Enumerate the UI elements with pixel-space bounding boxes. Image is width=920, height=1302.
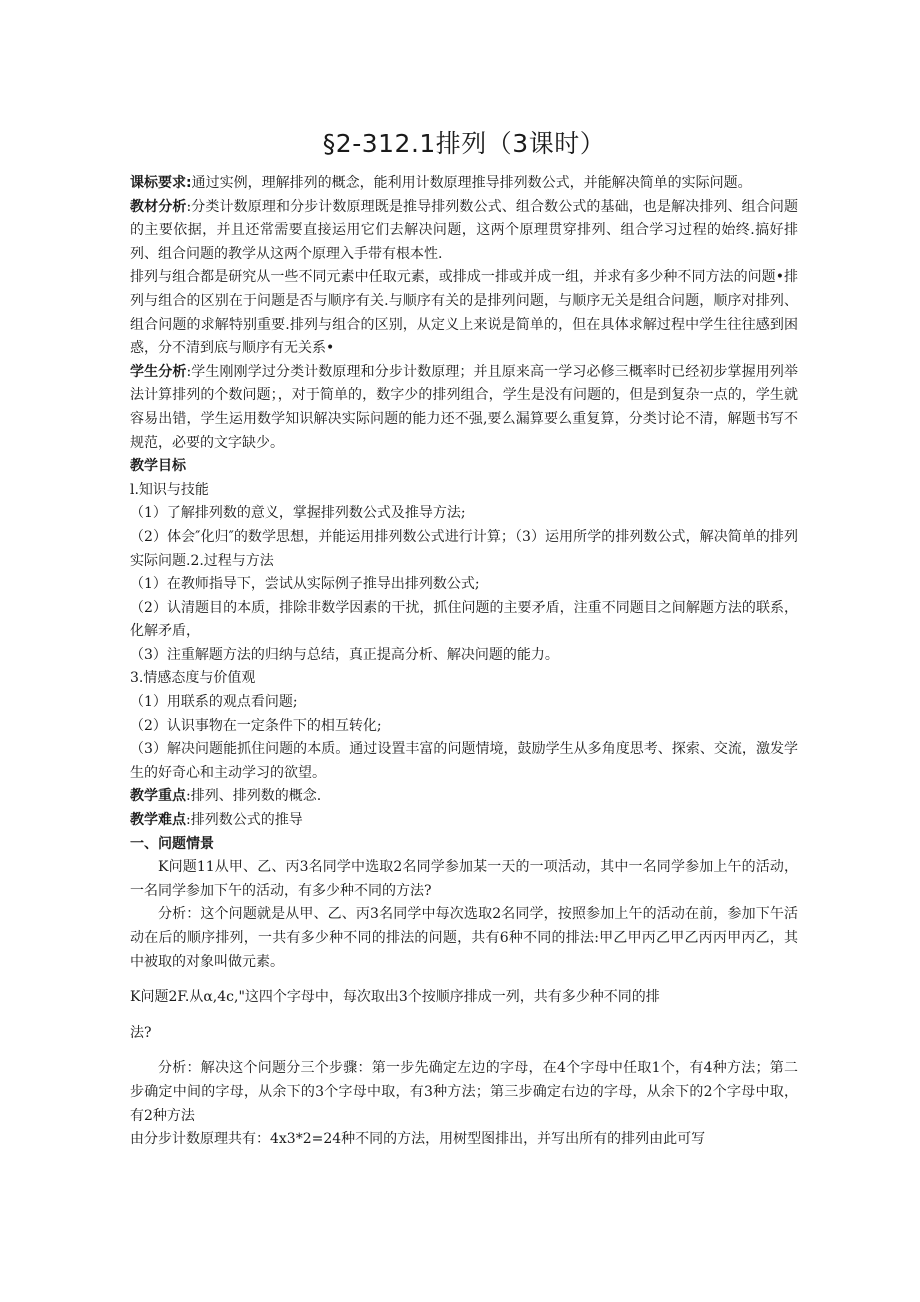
difficult-points: [130, 809, 798, 833]
key-points: [130, 785, 798, 809]
difficult-points-label: 教学难点: [130, 812, 186, 829]
goal1-item2: （2）体会″化归″的数学思想，并能运用排列数公式进行计算；（3）运用所学的排列数公式，解决简单的排列实际问题.2.过程与方法: [130, 528, 798, 569]
goal3-item1: （1）用联系的观点看问题;: [130, 694, 298, 711]
goal2-item1: （1）在教师指导下，尝试从实际例子推导出排列数公式;: [130, 576, 480, 593]
textbook-analysis: [130, 196, 798, 267]
goal1-heading: l.知识与技能: [130, 481, 209, 498]
goal1-item1: （1）了解排列数的意义，掌握排列数公式及推导方法;: [130, 505, 466, 522]
textbook-label: 教材分析: [130, 198, 187, 215]
problem1: K问题11从甲、乙、丙3名同学中选取2名同学参加某一天的一项活动，其中一名同学参加上午的活动，一名同学参加下午的活动，有多少种不同的方法?: [130, 859, 798, 899]
curriculum-label: 课标要求:: [130, 175, 192, 191]
goals-heading: 教学目标: [130, 458, 186, 475]
problem2-tail: 法?: [130, 1024, 152, 1041]
student-text: :学生刚刚学过分类计数原理和分步计数原理；并且原来高一学习必修三概率时已经初步掌握用列举法计算排列的个数问题；，对于简单的，数字少的排列组合，学生是没有问题的，但是到复杂一点的，学生就容易出错，学生运用数学知识解决实际问题的能力还不强,要么漏算要么重复算，分类讨论不清，解题书写不规范，必要的文字缺少。: [130, 363, 798, 451]
relation-paragraph: 排列与组合都是研究从一些不同元素中任取元素，或排成一排或并成一组，并求有多少种不同方法的问题•排列与组合的区别在于问题是否与顺序有关.与顺序有关的是排列问题，与顺序无关是组合问题，顺序对排列、组合问题的求解特别重要.排列与组合的区别，从定义上来说是简单的，但在具体求解过程中学生往往感到困惑，分不清到底与顺序有无关系•: [130, 269, 798, 357]
goal3-heading: 3.情感态度与价值观: [130, 670, 256, 687]
conclusion: 由分步计数原理共有：4x3*2=24种不同的方法，用树型图排出，并写出所有的排列由此可写: [130, 1131, 706, 1148]
key-points-text: :排列、排列数的概念.: [186, 788, 322, 805]
section1-heading: 一、问题情景: [130, 835, 214, 852]
goal3-item2: （2）认识事物在一定条件下的相互转化;: [130, 717, 382, 734]
student-label: 学生分析: [130, 363, 187, 380]
difficult-points-text: :排列数公式的推导: [186, 812, 303, 829]
student-analysis: [130, 361, 798, 455]
document-page: [130, 124, 798, 1152]
key-points-label: 教学重点: [130, 788, 186, 805]
analysis2: 分析：解决这个问题分三个步骤：第一步先确定左边的字母，在4个字母中任取1个，有4种方法；第二步确定中间的字母，从余下的3个字母中取，有3种方法；第三步确定右边的字母，从余下的2个字母中取，有2种方法: [130, 1060, 798, 1124]
problem2: K问题2F.从α,4c,"这四个字母中，每次取出3个按顺序排成一列，共有多少种不同的排: [130, 989, 660, 1006]
curriculum-text: 通过实例，理解排列的概念，能利用计数原理推导排列数公式，并能解决简单的实际问题。: [191, 175, 752, 191]
textbook-text: :分类计数原理和分步计数原理既是推导排列数公式、组合数公式的基础，也是解决排列、组合问题的主要依据，并且还常需要直接运用它们去解决问题，这两个原理贯穿排列、组合学习过程的始终.搞好排列、组合问题的教学从这两个原理入手带有根本性.: [130, 198, 798, 262]
goal2-item2: （2）认清题目的本质，排除非数学因素的干扰，抓住问题的主要矛盾，注重不同题目之间解题方法的联系，化解矛盾，: [130, 599, 798, 640]
page-title: §2-312.1排列（3课时）: [322, 129, 606, 158]
curriculum-requirement: [130, 172, 798, 196]
analysis1: 分析：这个问题就是从甲、乙、丙3名同学中每次选取2名同学，按照参加上午的活动在前，参加下午活动在后的顺序排列，一共有多少种不同的排法的问题，共有6种不同的排法:甲乙甲丙乙甲乙丙丙甲丙乙，其中被取的对象叫做元素。: [130, 906, 798, 970]
goal2-item3: （3）注重解题方法的归纳与总结，真正提高分析、解决问题的能力。: [130, 646, 559, 663]
goal3-item3: （3）解决问题能抓住问题的本质。通过设置丰富的问题情境，鼓励学生从多角度思考、探索、交流，激发学生的好奇心和主动学习的欲望。: [130, 741, 798, 781]
